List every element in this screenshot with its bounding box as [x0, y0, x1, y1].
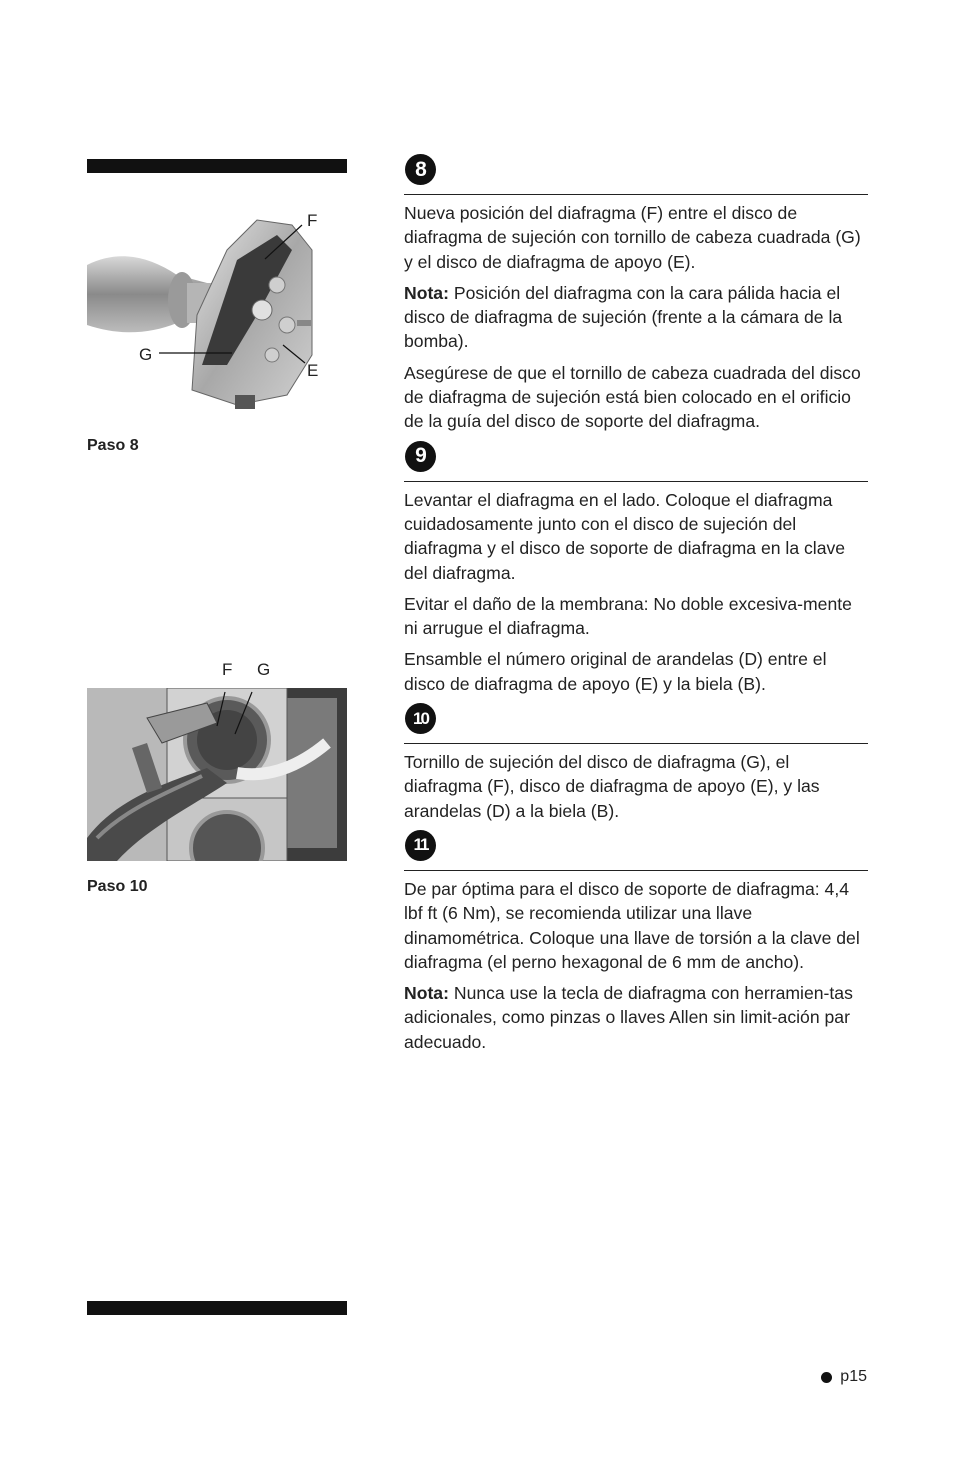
pump-head-illustration: [87, 688, 347, 861]
step-paragraph: Nueva posición del diafragma (F) entre el disco de diafragma de sujeción con tornillo de cabeza cuadrada (G) y el disco de diafragma de apoyo (E).: [404, 203, 861, 272]
label-f-2: F: [222, 660, 233, 679]
step-paragraph: De par óptima para el disco de soporte de diafragma: 4,4 lbf ft (6 Nm), se recomienda utilizar una llave dinamométrica. Coloque una llave de torsión a la clave del diafragma (el perno hexagonal de 6 mm de ancho).: [404, 878, 860, 972]
label-g-2: G: [257, 660, 271, 679]
top-rule-bar: [87, 159, 347, 173]
step-number-badge: 9: [405, 441, 436, 472]
step-paragraph: Asegúrese de que el tornillo de cabeza cuadrada del disco de diafragma de sujeción está bien colocado en el orificio de la guía del disco de soporte del diafragma.: [404, 362, 861, 432]
step-paragraph: Evitar el daño de la membrana: No doble excesiva-mente ni arrugue el diafragma.: [404, 593, 852, 639]
label-g: G: [139, 345, 153, 364]
step-header: [404, 154, 868, 195]
step-header: [404, 703, 868, 744]
step-8: [404, 154, 868, 434]
step-number-badge: 10: [405, 703, 436, 734]
step-paragraph: Nota: Posición del diafragma con la cara pálida hacia el disco de diafragma de sujeción (frente a la cámara de la bomba).: [404, 282, 843, 352]
step-header: [404, 441, 868, 482]
bottom-rule-bar: [87, 1301, 347, 1315]
bullet-dot-icon: [821, 1372, 832, 1383]
step10-photo: [87, 688, 347, 861]
caption-step8: Paso 8: [87, 437, 139, 454]
caption-step10: Paso 10: [87, 878, 148, 895]
label-f: F: [307, 211, 318, 230]
label-e: E: [307, 361, 319, 380]
page-footer: [821, 1368, 867, 1386]
instruction-column: [404, 154, 868, 1061]
step10-photo-labels: [87, 658, 347, 682]
step-9: [404, 441, 868, 696]
step-10: [404, 703, 868, 823]
step-paragraph: Levantar el diafragma en el lado. Coloque el diafragma cuidadosamente junto con el disco de sujeción del diafragma y el disco de soporte de diafragma en la clave del diafragma.: [404, 489, 846, 583]
step-paragraph: Nota: Nunca use la tecla de diafragma con herramien-tas adicionales, como pinzas o llaves Allen sin limit-ación par adecuado.: [404, 983, 853, 1052]
step-header: [404, 830, 868, 871]
step-number-badge: 11: [405, 830, 436, 861]
step8-photo: [87, 195, 347, 420]
step-paragraph: Tornillo de sujeción del disco de diafragma (G), el diafragma (F), disco de diafragma de apoyo (E), y las arandelas (D) a la biela (B).: [404, 752, 820, 821]
page-number: p15: [840, 1368, 867, 1385]
step-paragraph: Ensamble el número original de arandelas (D) entre el disco de diafragma de apoyo (E) y la biela (B).: [404, 649, 827, 694]
step-number-badge: 8: [405, 154, 436, 185]
step-11: [404, 830, 868, 1054]
